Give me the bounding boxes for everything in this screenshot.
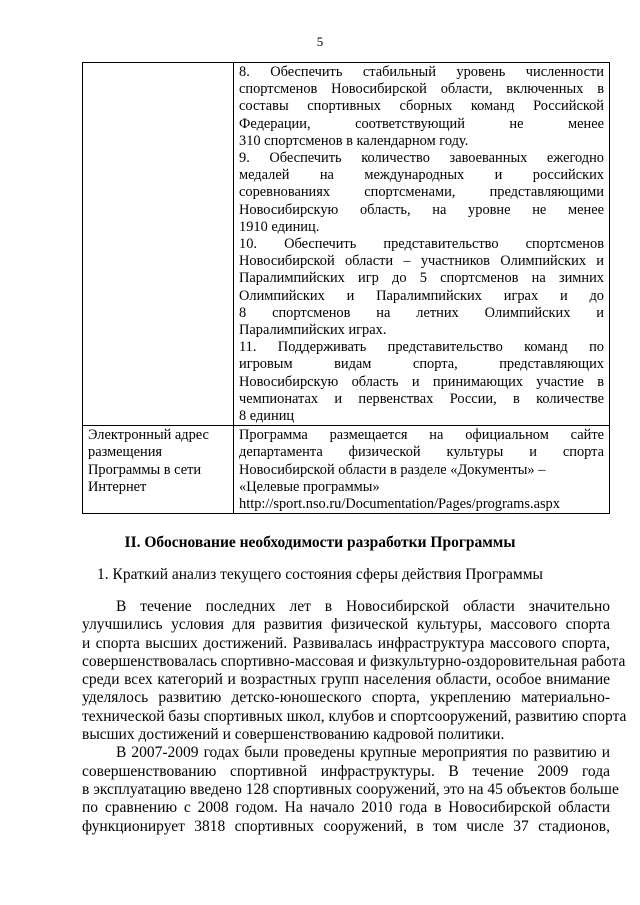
text-line: Программа размещается на официальном сайте <box>239 427 604 444</box>
internet-address-value <box>234 426 610 514</box>
text-line: технической базы спортивных школ, клубов и спортсооружений, развитию спорта <box>82 707 627 725</box>
text-line: составы спортивных сборных команд Российской <box>239 98 604 115</box>
text-line: Олимпийских и Паралимпийских играх и до <box>239 287 604 304</box>
text-line: среди всех категорий и возрастных групп населения области, особое внимание <box>82 671 610 689</box>
text-line: соревнованиях спортсменами, представляющими <box>239 184 604 201</box>
text-line: Программы в сети <box>88 461 202 478</box>
text-line: 8 спортсменов на летних Олимпийских и <box>239 304 604 321</box>
targets-cell <box>234 63 610 426</box>
text-line: уделялось развитию детско-юношеского спорта, укреплению материально- <box>82 689 610 707</box>
text-line: чемпионатах и первенствах России, в количестве <box>239 390 604 407</box>
text-line: Федерации, соответствующий не менее <box>239 115 604 132</box>
text-line: 8 единиц <box>239 408 295 425</box>
text-line: В 2007-2009 годах были проведены крупные мероприятия по развитию и <box>116 744 610 762</box>
program-url[interactable]: http://sport.nso.ru/Documentation/Pages/programs.aspx <box>239 496 560 513</box>
text-line: департамента физической культуры и спорта <box>239 444 604 461</box>
text-line: Новосибирскую область, на уровне не менее <box>239 201 604 218</box>
target-9 <box>239 150 604 236</box>
text-line: Новосибирской области – участников Олимпийских и <box>239 253 604 270</box>
table-row <box>83 426 610 514</box>
text-line: по сравнению с 2008 годом. На начало 2010 года в Новосибирской области <box>82 799 610 817</box>
section-title: II. Обоснование необходимости разработки Программы <box>124 534 516 551</box>
internet-address-label <box>83 426 234 514</box>
text-line: функционирует 3818 спортивных сооружений, в том числе 37 стадионов, <box>82 817 610 835</box>
text-line: 11. Поддерживать представительство команд по <box>239 339 604 356</box>
text-line: совершенствовалась спортивно-массовая и физкультурно-оздоровительная работа <box>82 652 626 670</box>
text-line: 8. Обеспечить стабильный уровень численности <box>239 64 604 80</box>
text-line: 1910 единиц. <box>239 218 320 235</box>
paragraph-2 <box>82 744 619 835</box>
empty-label-cell <box>83 63 234 426</box>
target-11 <box>239 339 604 425</box>
text-line: игровым видам спорта, представляющих <box>239 356 604 373</box>
subsection-title: 1. Краткий анализ текущего состояния сферы действия Программы <box>97 566 543 583</box>
text-line: и спорта высших достижений. Развивалась инфраструктура массового спорта, <box>82 634 610 652</box>
text-line: Интернет <box>88 478 147 495</box>
text-line: Паралимпийских играх. <box>239 322 387 339</box>
text-line: В течение последних лет в Новосибирской области значительно <box>116 598 610 615</box>
text-line: в эксплуатацию введено 128 спортивных сооружений, это на 45 объектов больше <box>82 780 619 798</box>
paragraph-1 <box>82 598 627 744</box>
text-line: совершенствованию спортивной инфраструктуры. В течение 2009 года <box>82 762 610 780</box>
text-line: Новосибирскую область и принимающих участие в <box>239 373 604 390</box>
target-8 <box>239 64 604 150</box>
text-line: высших достижений и совершенствованию кадровой политики. <box>82 726 505 744</box>
body-text <box>82 598 627 836</box>
text-line: улучшились условия для развития физической культуры, массового спорта <box>82 616 610 634</box>
text-line: Паралимпийских игр до 5 спортсменов на зимних <box>239 270 604 287</box>
text-line: медалей на международных и российских <box>239 167 604 184</box>
table-row <box>83 63 610 426</box>
program-passport-table <box>82 62 610 514</box>
text-line: Новосибирской области в разделе «Документы» – <box>239 461 546 478</box>
page-number: 5 <box>316 34 324 49</box>
text-line: «Целевые программы» <box>239 478 380 495</box>
text-line: Электронный адрес <box>88 427 209 444</box>
text-line: 310 спортсменов в календарном году. <box>239 132 469 149</box>
text-line: 10. Обеспечить представительство спортсменов <box>239 236 604 253</box>
target-10 <box>239 236 604 339</box>
text-line: спортсменов Новосибирской области, включенных в <box>239 81 604 98</box>
text-line: размещения <box>88 444 163 461</box>
text-line: 9. Обеспечить количество завоеванных ежегодно <box>239 150 604 167</box>
